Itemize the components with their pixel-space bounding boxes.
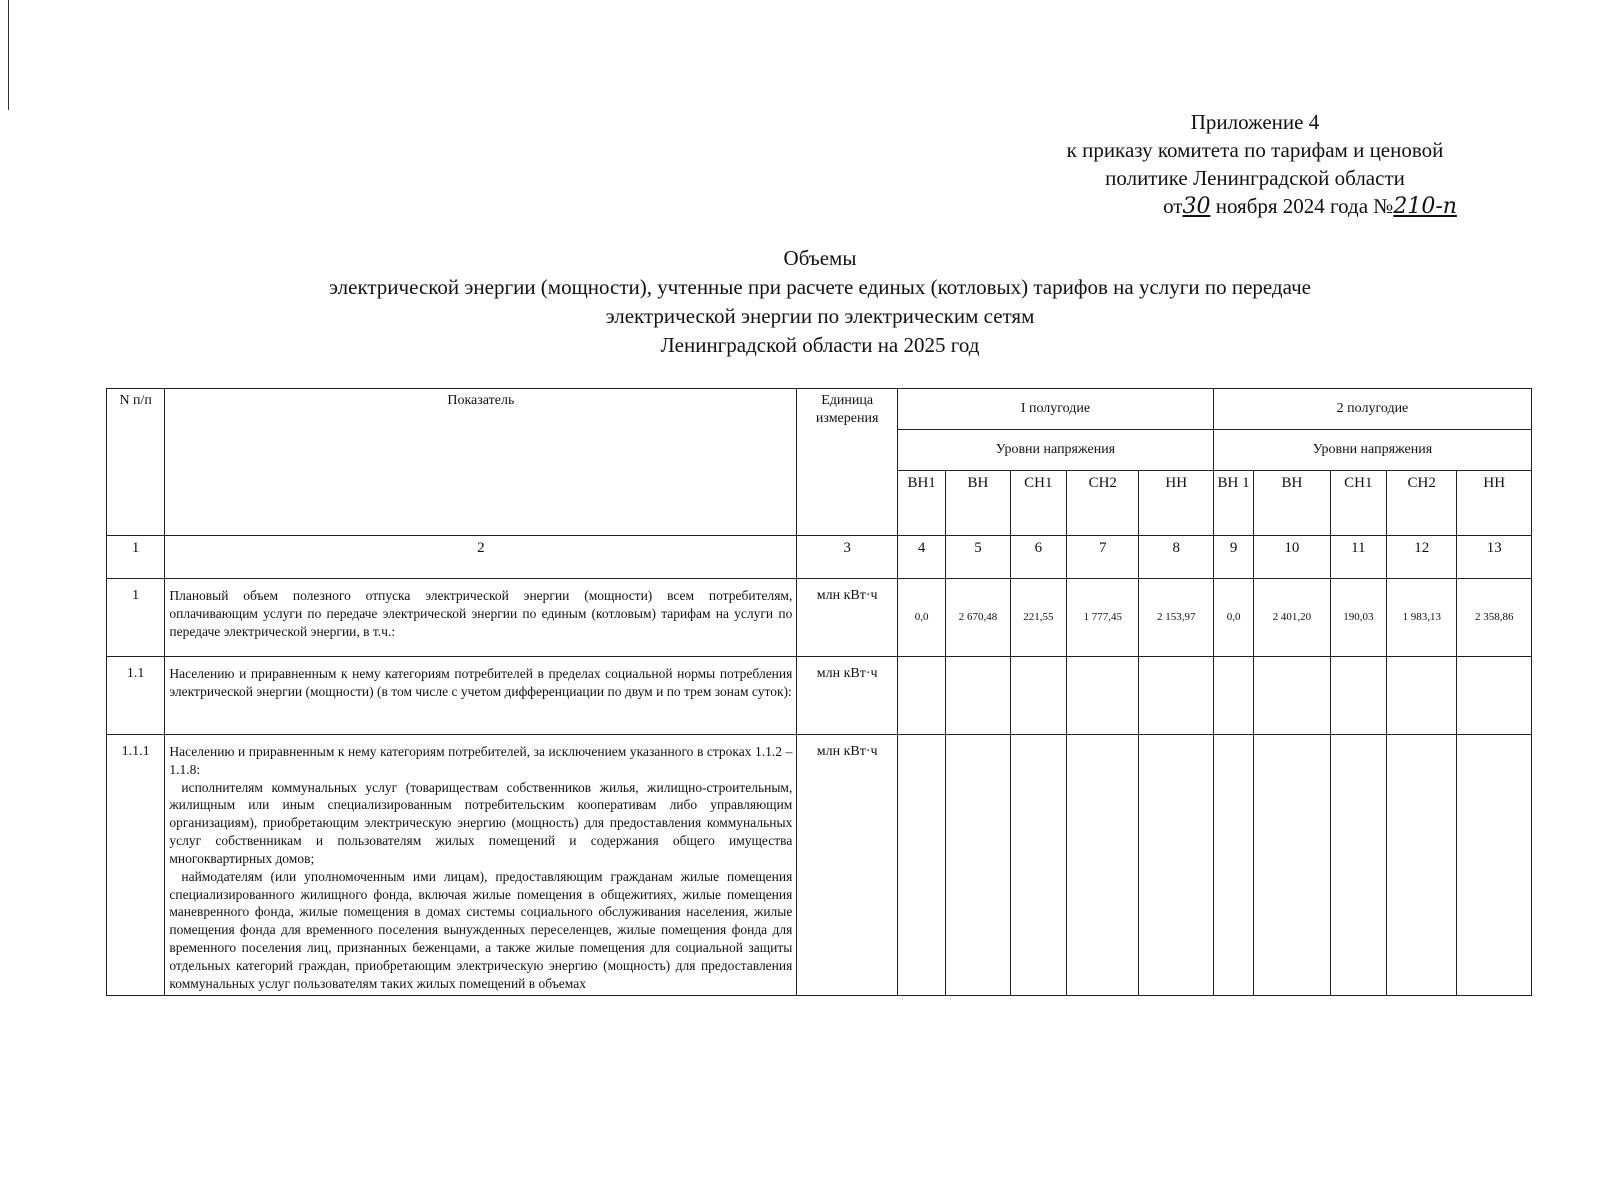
cell-value xyxy=(1457,657,1532,735)
row-number: 1.1.1 xyxy=(107,735,165,996)
table-row xyxy=(107,579,1532,657)
date-middle: ноября 2024 года № xyxy=(1210,194,1394,218)
level-h2-vn1: ВН 1 xyxy=(1213,471,1253,536)
col-num: 9 xyxy=(1213,536,1253,579)
cell-value xyxy=(1067,657,1139,735)
cell-value xyxy=(897,657,945,735)
col-num: 6 xyxy=(1010,536,1066,579)
cell-value xyxy=(946,735,1010,996)
cell-value xyxy=(946,657,1010,735)
cell-value: 0,0 xyxy=(897,579,945,657)
cell-value: 2 670,48 xyxy=(946,579,1010,657)
header-num: N п/п xyxy=(107,389,165,536)
col-num: 1 xyxy=(107,536,165,579)
cell-value xyxy=(1254,657,1330,735)
cell-value xyxy=(1213,735,1253,996)
title-line-1: Объемы xyxy=(783,246,857,270)
header-half-2: 2 полугодие xyxy=(1213,389,1531,430)
col-num: 11 xyxy=(1330,536,1386,579)
col-num: 8 xyxy=(1139,536,1213,579)
cell-value: 221,55 xyxy=(1010,579,1066,657)
level-h2-sn1: СН1 xyxy=(1330,471,1386,536)
col-num: 13 xyxy=(1457,536,1532,579)
order-number-handwritten: 210-п xyxy=(1393,194,1457,219)
header-levels-2: Уровни напряжения xyxy=(1213,430,1531,471)
level-h2-sn2: СН2 xyxy=(1387,471,1457,536)
column-number-row xyxy=(107,536,1532,579)
row-number: 1 xyxy=(107,579,165,657)
col-num: 4 xyxy=(897,536,945,579)
cell-value xyxy=(1067,735,1139,996)
col-num: 3 xyxy=(797,536,898,579)
cell-value xyxy=(1330,657,1386,735)
header-indicator: Показатель xyxy=(165,389,797,536)
date-prefix: от xyxy=(1163,194,1183,218)
cell-value xyxy=(897,735,945,996)
cell-value: 190,03 xyxy=(1330,579,1386,657)
level-h2-vn: ВН xyxy=(1254,471,1330,536)
level-h1-sn1: СН1 xyxy=(1010,471,1066,536)
col-num: 5 xyxy=(946,536,1010,579)
title-line-4: Ленинградской области на 2025 год xyxy=(660,333,980,357)
cell-value xyxy=(1213,657,1253,735)
appendix-date-line xyxy=(1040,192,1470,221)
row-indicator xyxy=(165,735,797,996)
header-levels-1: Уровни напряжения xyxy=(897,430,1213,471)
appendix-line-3: политике Ленинградской области xyxy=(1105,166,1405,190)
cell-value: 2 401,20 xyxy=(1254,579,1330,657)
level-h1-nn: НН xyxy=(1139,471,1213,536)
table-row xyxy=(107,735,1532,996)
document-title xyxy=(120,244,1520,360)
row-unit: млн кВт·ч xyxy=(797,657,898,735)
cell-value xyxy=(1010,657,1066,735)
appendix-header xyxy=(1040,108,1470,221)
col-num: 10 xyxy=(1254,536,1330,579)
cell-value xyxy=(1330,735,1386,996)
row-indicator-intro: Населению и приравненным к нему категориям потребителей, за исключением указанного в строках 1.1.2 – 1.1.8: xyxy=(169,744,793,777)
cell-value: 0,0 xyxy=(1213,579,1253,657)
cell-value xyxy=(1139,735,1213,996)
cell-value: 2 358,86 xyxy=(1457,579,1532,657)
volumes-table xyxy=(106,388,1532,996)
header-half-1: I полугодие xyxy=(897,389,1213,430)
cell-value xyxy=(1457,735,1532,996)
row-number: 1.1 xyxy=(107,657,165,735)
cell-value: 2 153,97 xyxy=(1139,579,1213,657)
cell-value: 1 983,13 xyxy=(1387,579,1457,657)
level-h2-nn: НН xyxy=(1457,471,1532,536)
level-h1-vn: ВН xyxy=(946,471,1010,536)
row-indicator-paragraph-1: исполнителям коммунальных услуг (товариществам собственников жилья, жилищно-строительным, жилищным или иным специализированным потребительским кооперативам либо управляющим организациям), приобретающим электрическую энергию (мощность) для предоставления коммунальных услуг собственникам и пользователям жилых помещений и содержания общего имущества многоквартирных домов; xyxy=(169,779,793,866)
cell-value: 1 777,45 xyxy=(1067,579,1139,657)
title-line-3: электрической энергии по электрическим сетям xyxy=(605,304,1035,328)
appendix-line-1: Приложение 4 xyxy=(1190,110,1320,134)
col-num: 12 xyxy=(1387,536,1457,579)
table-row xyxy=(107,657,1532,735)
row-indicator-paragraph-2: наймодателям (или уполномоченным ими лицам), предоставляющим гражданам жилые помещения специализированного жилищного фонда, включая жилые помещения в общежитиях, жилые помещения маневренного фонда, жилые помещения в домах системы социального обслуживания населения, жилые помещения фонда для временного поселения вынужденных переселенцев, жилые помещения фонда для временного поселения лиц, признанных беженцами, а также жилые помещения для социальной защиты отдельных категорий граждан, приобретающим электрическую энергию (мощность) для предоставления коммунальных услуг пользователям таких жилых помещений в объемах xyxy=(169,868,793,991)
level-h1-vn1: ВН1 xyxy=(897,471,945,536)
page-edge-line xyxy=(8,0,9,110)
row-indicator: Населению и приравненным к нему категориям потребителей в пределах социальной нормы потребления электрической энергии (мощности) (в том числе с учетом дифференциации по двум и по трем зонам суток): xyxy=(165,657,797,735)
col-num: 2 xyxy=(165,536,797,579)
cell-value xyxy=(1387,735,1457,996)
col-num: 7 xyxy=(1067,536,1139,579)
level-h1-sn2: СН2 xyxy=(1067,471,1139,536)
cell-value xyxy=(1254,735,1330,996)
cell-value xyxy=(1387,657,1457,735)
row-indicator: Плановый объем полезного отпуска электрической энергии (мощности) всем потребителям, оплачивающим услуги по передаче электрической энергии по единым (котловым) тарифам на услуги по передаче электрической энергии, в т.ч.: xyxy=(165,579,797,657)
header-unit: Единица измерения xyxy=(797,389,898,536)
cell-value xyxy=(1139,657,1213,735)
title-line-2: электрической энергии (мощности), учтенные при расчете единых (котловых) тарифов на услуги по передаче xyxy=(329,275,1311,299)
appendix-line-2: к приказу комитета по тарифам и ценовой xyxy=(1066,138,1444,162)
date-day-handwritten: 30 xyxy=(1182,194,1211,219)
row-unit: млн кВт·ч xyxy=(797,735,898,996)
row-unit: млн кВт·ч xyxy=(797,579,898,657)
cell-value xyxy=(1010,735,1066,996)
